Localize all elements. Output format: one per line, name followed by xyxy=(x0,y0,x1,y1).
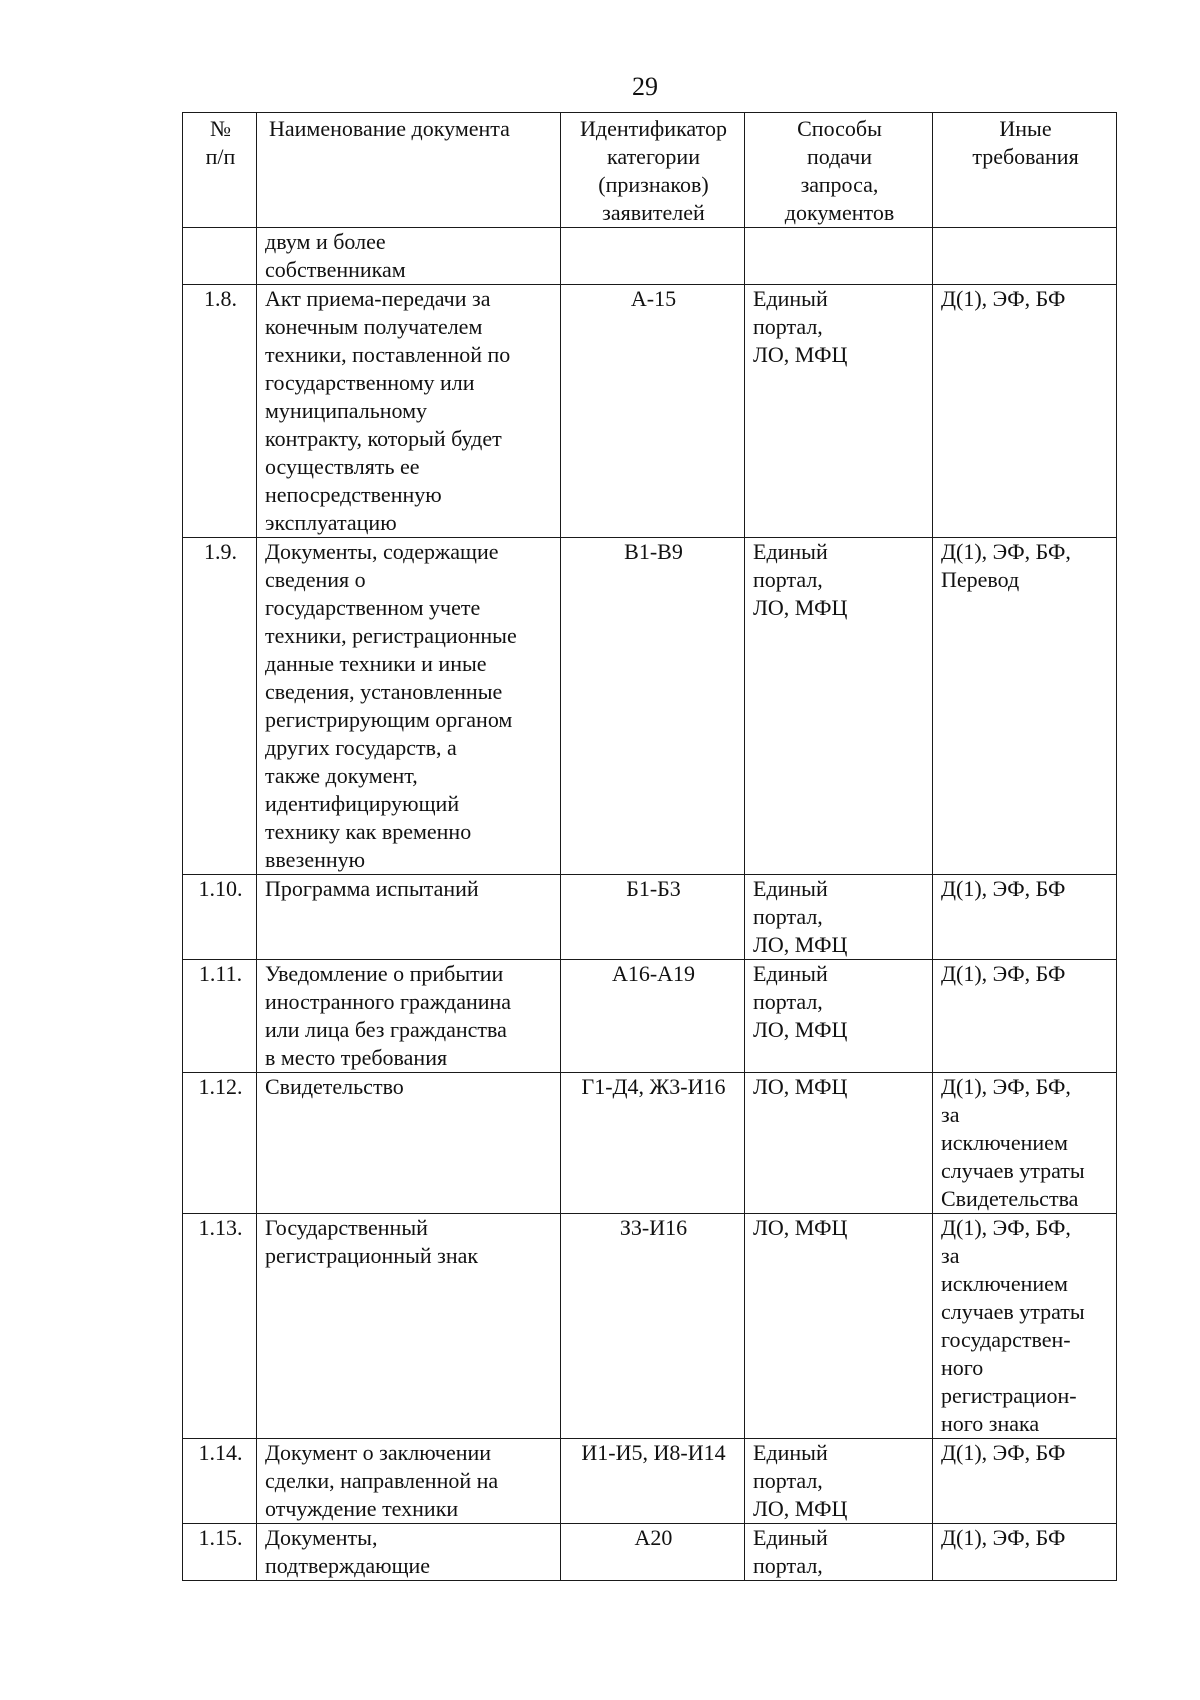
table-row xyxy=(183,1439,1117,1524)
header-document-name: Наименование документа xyxy=(257,113,561,228)
cell-document-name: Документ о заключении сделки, направленной на отчуждение техники xyxy=(257,1439,561,1524)
table-row xyxy=(183,1214,1117,1439)
cell-applicant-category: З3-И16 xyxy=(561,1214,745,1439)
cell-other-requirements: Д(1), ЭФ, БФ, за исключением случаев утраты государствен- ного регистрацион- ного знака xyxy=(933,1214,1117,1439)
cell-other-requirements xyxy=(933,228,1117,285)
cell-document-name: Документы, содержащие сведения о государственном учете техники, регистрационные данные техники и иные сведения, установленные регистрирующим органом других государств, а также документ, идентифицирующий технику как временно ввезенную xyxy=(257,538,561,875)
cell-number xyxy=(183,228,257,285)
cell-other-requirements: Д(1), ЭФ, БФ xyxy=(933,960,1117,1073)
cell-applicant-category: А-15 xyxy=(561,285,745,538)
cell-number: 1.9. xyxy=(183,538,257,875)
cell-document-name: Уведомление о прибытии иностранного гражданина или лица без гражданства в место требования xyxy=(257,960,561,1073)
table-row xyxy=(183,1524,1117,1581)
table-row-continuation xyxy=(183,228,1117,285)
cell-applicant-category: А20 xyxy=(561,1524,745,1581)
cell-document-name: Свидетельство xyxy=(257,1073,561,1214)
cell-applicant-category: Б1-Б3 xyxy=(561,875,745,960)
cell-applicant-category: В1-В9 xyxy=(561,538,745,875)
cell-submission-methods: Единый портал, ЛО, МФЦ xyxy=(745,538,933,875)
cell-submission-methods xyxy=(745,228,933,285)
cell-document-name: Программа испытаний xyxy=(257,875,561,960)
cell-applicant-category xyxy=(561,228,745,285)
cell-other-requirements: Д(1), ЭФ, БФ xyxy=(933,285,1117,538)
cell-document-name: Документы, подтверждающие xyxy=(257,1524,561,1581)
cell-submission-methods: Единый портал, ЛО, МФЦ xyxy=(745,1439,933,1524)
cell-other-requirements: Д(1), ЭФ, БФ xyxy=(933,875,1117,960)
cell-number: 1.12. xyxy=(183,1073,257,1214)
cell-number: 1.13. xyxy=(183,1214,257,1439)
header-other-requirements: Иные требования xyxy=(933,113,1117,228)
cell-submission-methods: Единый портал, ЛО, МФЦ xyxy=(745,285,933,538)
cell-submission-methods: Единый портал, xyxy=(745,1524,933,1581)
header-number: № п/п xyxy=(183,113,257,228)
cell-other-requirements: Д(1), ЭФ, БФ xyxy=(933,1439,1117,1524)
cell-document-name: Акт приема-передачи за конечным получателем техники, поставленной по государственному или муниципальному контракту, который будет осуществлять ее непосредственную эксплуатацию xyxy=(257,285,561,538)
cell-applicant-category: Г1-Д4, Ж3-И16 xyxy=(561,1073,745,1214)
table-row xyxy=(183,960,1117,1073)
cell-number: 1.15. xyxy=(183,1524,257,1581)
table-header-row xyxy=(183,113,1117,228)
cell-other-requirements: Д(1), ЭФ, БФ, Перевод xyxy=(933,538,1117,875)
cell-applicant-category: И1-И5, И8-И14 xyxy=(561,1439,745,1524)
cell-applicant-category: А16-А19 xyxy=(561,960,745,1073)
cell-submission-methods: Единый портал, ЛО, МФЦ xyxy=(745,960,933,1073)
table-row xyxy=(183,285,1117,538)
page-number: 29 xyxy=(632,72,658,101)
header-submission-methods: Способы подачи запроса, документов xyxy=(745,113,933,228)
cell-document-name: двум и более собственникам xyxy=(257,228,561,285)
cell-submission-methods: ЛО, МФЦ xyxy=(745,1214,933,1439)
cell-other-requirements: Д(1), ЭФ, БФ xyxy=(933,1524,1117,1581)
cell-number: 1.8. xyxy=(183,285,257,538)
cell-submission-methods: ЛО, МФЦ xyxy=(745,1073,933,1214)
table-row xyxy=(183,1073,1117,1214)
header-applicant-category: Идентификатор категории (признаков) заявителей xyxy=(561,113,745,228)
requirements-table xyxy=(182,112,1117,1581)
cell-number: 1.14. xyxy=(183,1439,257,1524)
cell-other-requirements: Д(1), ЭФ, БФ, за исключением случаев утраты Свидетельства xyxy=(933,1073,1117,1214)
cell-document-name: Государственный регистрационный знак xyxy=(257,1214,561,1439)
table-row xyxy=(183,538,1117,875)
table-row xyxy=(183,875,1117,960)
cell-number: 1.11. xyxy=(183,960,257,1073)
cell-submission-methods: Единый портал, ЛО, МФЦ xyxy=(745,875,933,960)
cell-number: 1.10. xyxy=(183,875,257,960)
